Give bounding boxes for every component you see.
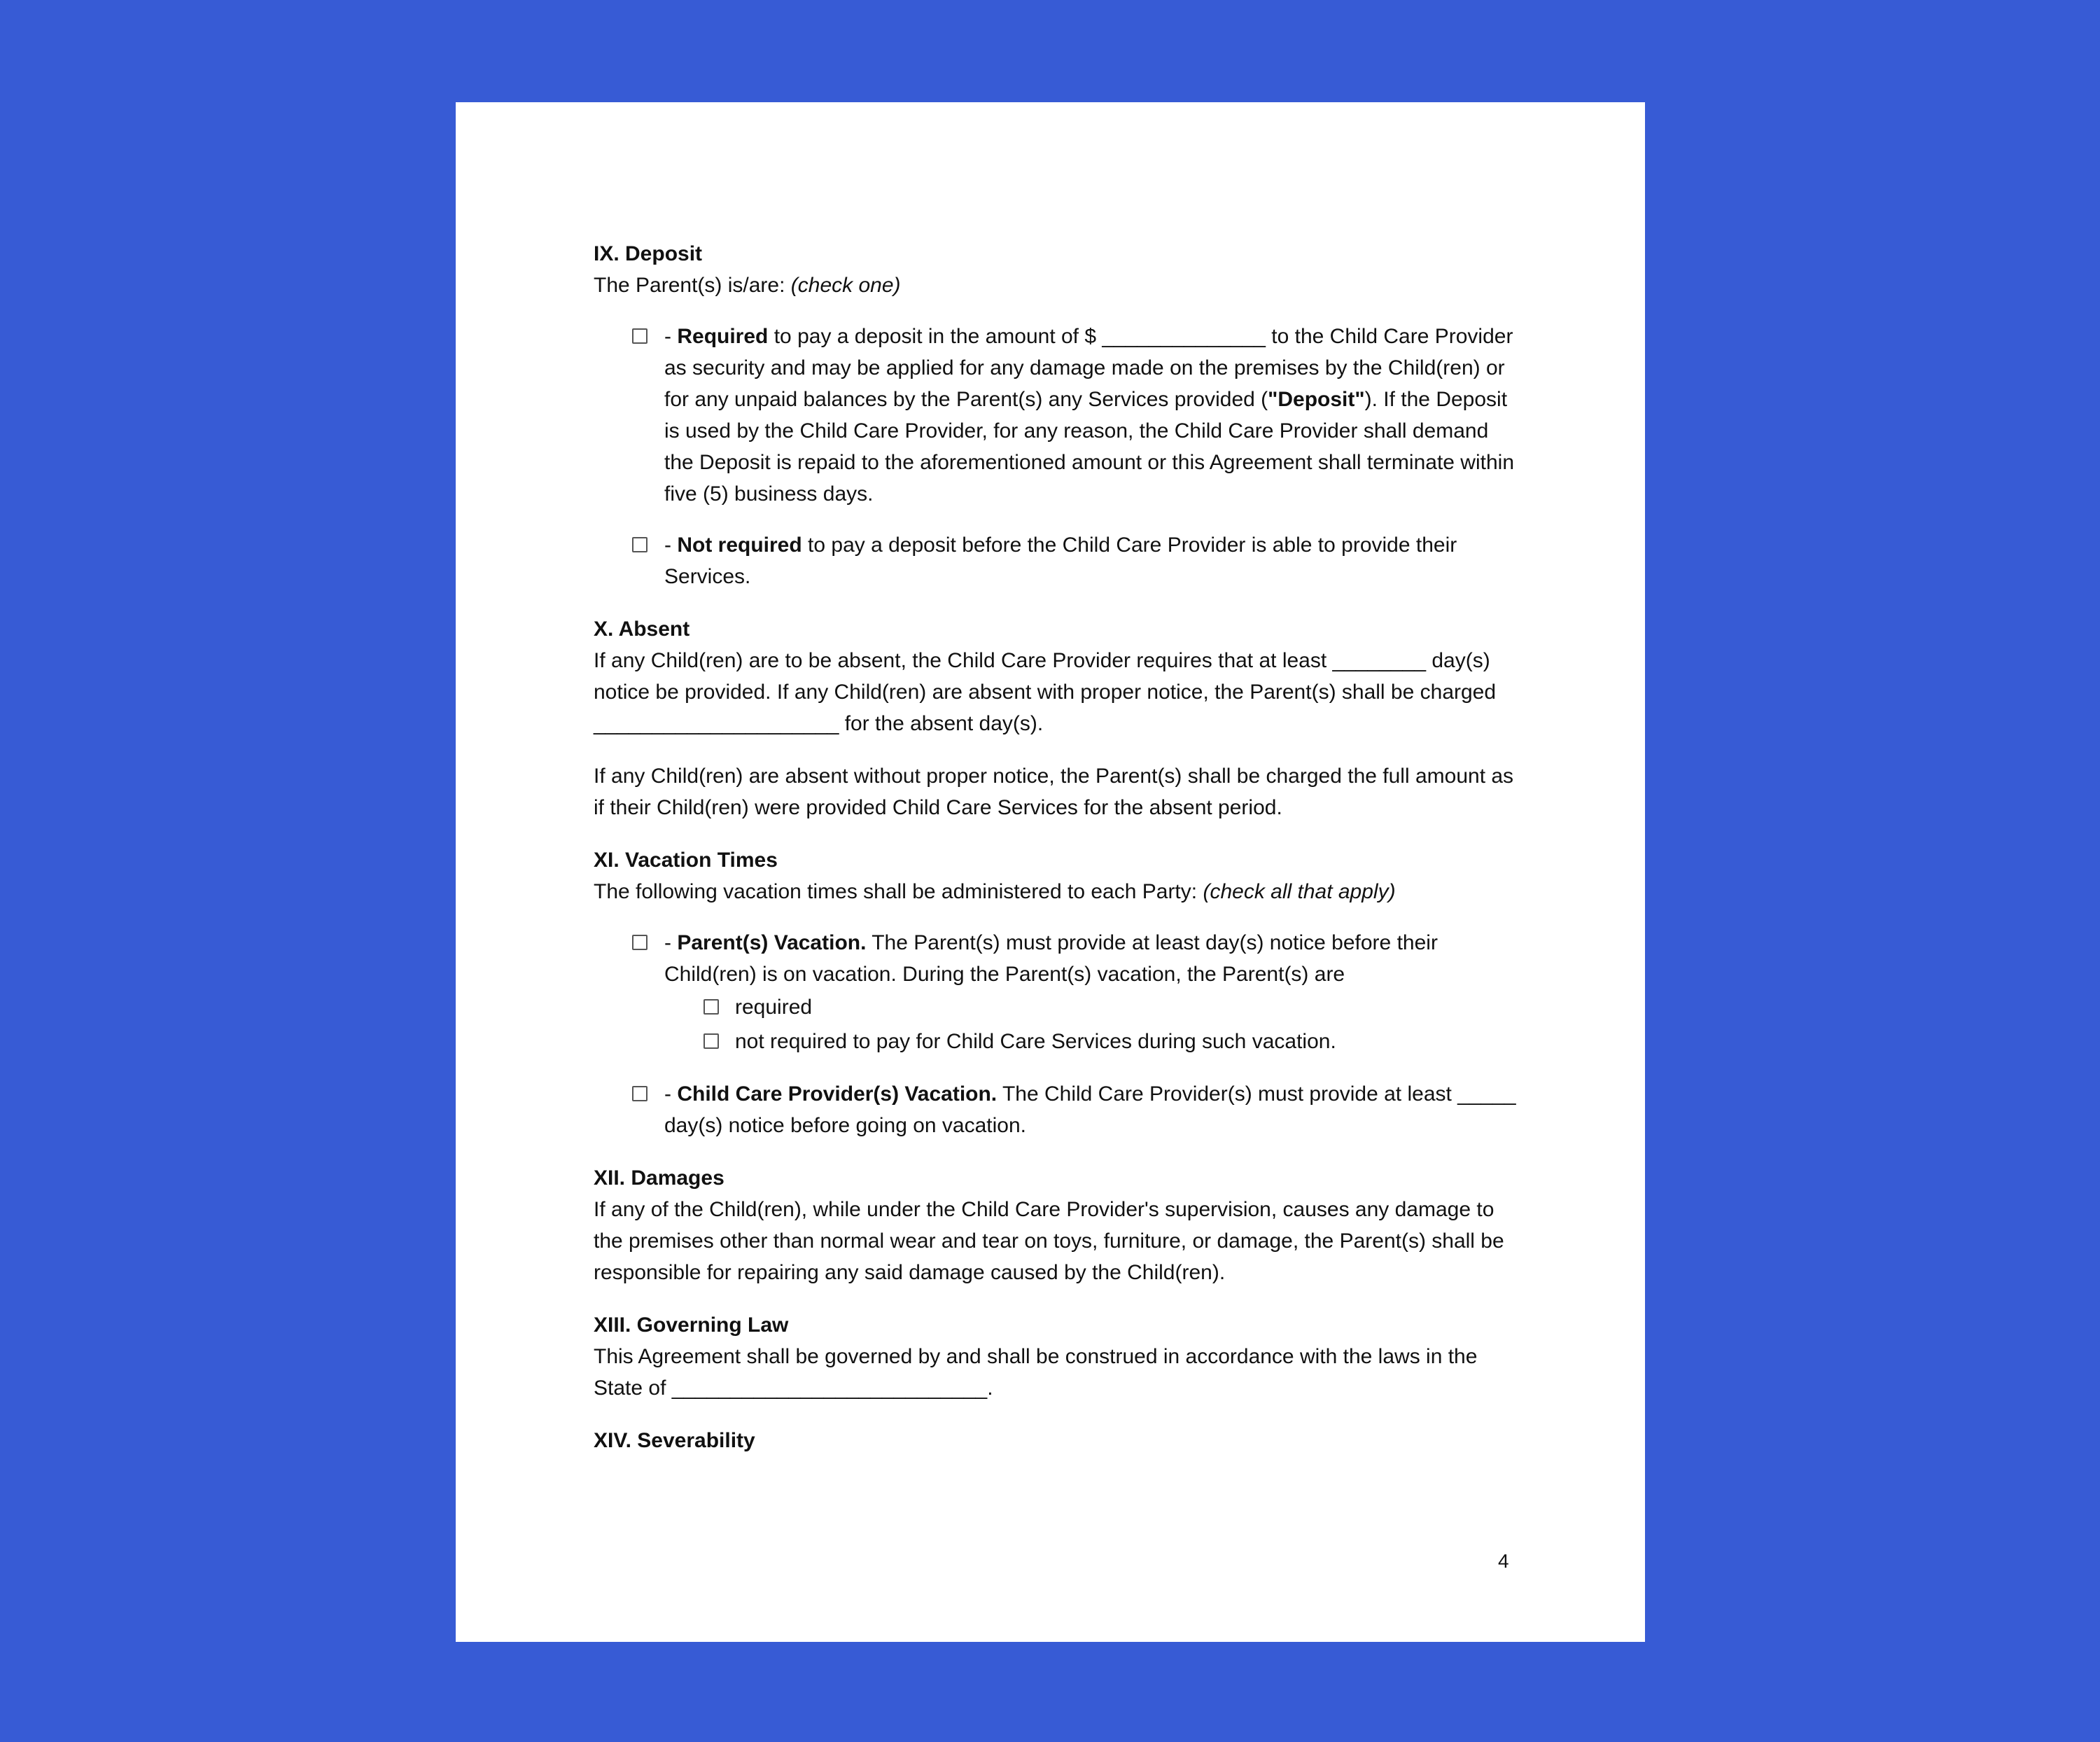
dash: -: [664, 325, 671, 348]
section-heading-governing-law: XIII. Governing Law: [594, 1314, 789, 1337]
vacation-intro-text: The following vacation times shall be administered to each Party:: [594, 880, 1198, 903]
checkbox-parent-vacation[interactable]: [632, 935, 648, 950]
deposit-intro-text: The Parent(s) is/are:: [594, 274, 785, 297]
dash: -: [664, 1082, 671, 1106]
absent-paragraph-2: If any Child(ren) are absent without proper notice, the Parent(s) shall be charged the full amount as if their Child(ren) were provided Child Care Services for the absent period.: [594, 765, 1514, 819]
vacation-intro: [594, 876, 1518, 907]
deposit-intro-note: (check one): [790, 274, 901, 297]
governing-law-paragraph: This Agreement shall be governed by and shall be construed in accordance with the laws in the State of ___________________________.: [594, 1345, 1478, 1400]
page-content: [594, 238, 1518, 1456]
option-label-required: Required: [677, 325, 769, 348]
suboption-required-label: required: [735, 996, 813, 1019]
vacation-option-parent: [594, 927, 1518, 990]
section-heading-absent: X. Absent: [594, 618, 690, 641]
deposit-intro: [594, 270, 1518, 301]
option-text-parent-vacation: The Parent(s) must provide at least day(s) notice before their Child(ren) is on vacation. During the Parent(s) vacation, the Parent(s) are: [664, 931, 1438, 986]
section-heading-damages: XII. Damages: [594, 1166, 724, 1190]
option-label-provider-vacation: Child Care Provider(s) Vacation.: [677, 1082, 997, 1106]
absent-paragraph-1: If any Child(ren) are to be absent, the Child Care Provider requires that at least ________ day(s) notice be provided. If any Child(ren) are absent with proper notice, the Parent(s) shall be charged _____________________ for the absent day(s).: [594, 649, 1497, 735]
suboption-required: [594, 990, 1518, 1024]
section-heading-vacation: XI. Vacation Times: [594, 849, 778, 872]
checkbox-deposit-required[interactable]: [632, 328, 648, 344]
damages-paragraph: If any of the Child(ren), while under the Child Care Provider's supervision, causes any damage to the premises other than normal wear and tear on toys, furniture, or damage, the Parent(s) shall be responsible for repairing any said damage caused by the Child(ren).: [594, 1198, 1504, 1284]
vacation-intro-note: (check all that apply): [1203, 880, 1396, 903]
checkbox-deposit-not-required[interactable]: [632, 537, 648, 552]
suboption-not-required: [594, 1024, 1518, 1059]
checkbox-vacation-not-required[interactable]: [704, 1033, 719, 1049]
dash: -: [664, 534, 671, 557]
option-text-required-cont: ). If the Deposit is used by the Child Care Provider, for any reason, the Child Care Provider shall demand the Deposit is repaid to the aforementioned amount or this Agreement shall terminate within five (5) business days.: [664, 388, 1515, 506]
option-text-provider-vacation: The Child Care Provider(s) must provide at least _____ day(s) notice before going on vacation.: [664, 1082, 1516, 1137]
suboption-not-required-label: not required to pay for Child Care Services during such vacation.: [735, 1030, 1336, 1053]
dash: -: [664, 931, 671, 954]
option-label-parent-vacation: Parent(s) Vacation.: [677, 931, 867, 954]
section-heading-severability: XIV. Severability: [594, 1429, 755, 1452]
deposit-option-not-required: [594, 529, 1518, 592]
section-heading-deposit: IX. Deposit: [594, 242, 703, 265]
document-page: [456, 102, 1645, 1642]
option-label-not-required: Not required: [677, 534, 802, 557]
option-text-not-required: to pay a deposit before the Child Care Provider is able to provide their Services.: [664, 534, 1457, 588]
checkbox-provider-vacation[interactable]: [632, 1086, 648, 1101]
vacation-option-provider: [594, 1078, 1518, 1141]
option-text-required: to pay a deposit in the amount of $ ______________ to the Child Care Provider as security and may be applied for any damage made on the premises by the Child(ren) or for any unpaid balances by the Parent(s) any Services provided (: [664, 325, 1513, 411]
deposit-defined-term: "Deposit": [1268, 388, 1365, 411]
deposit-option-required: [594, 321, 1518, 510]
page-number: 4: [1498, 1550, 1509, 1572]
checkbox-vacation-required[interactable]: [704, 999, 719, 1015]
